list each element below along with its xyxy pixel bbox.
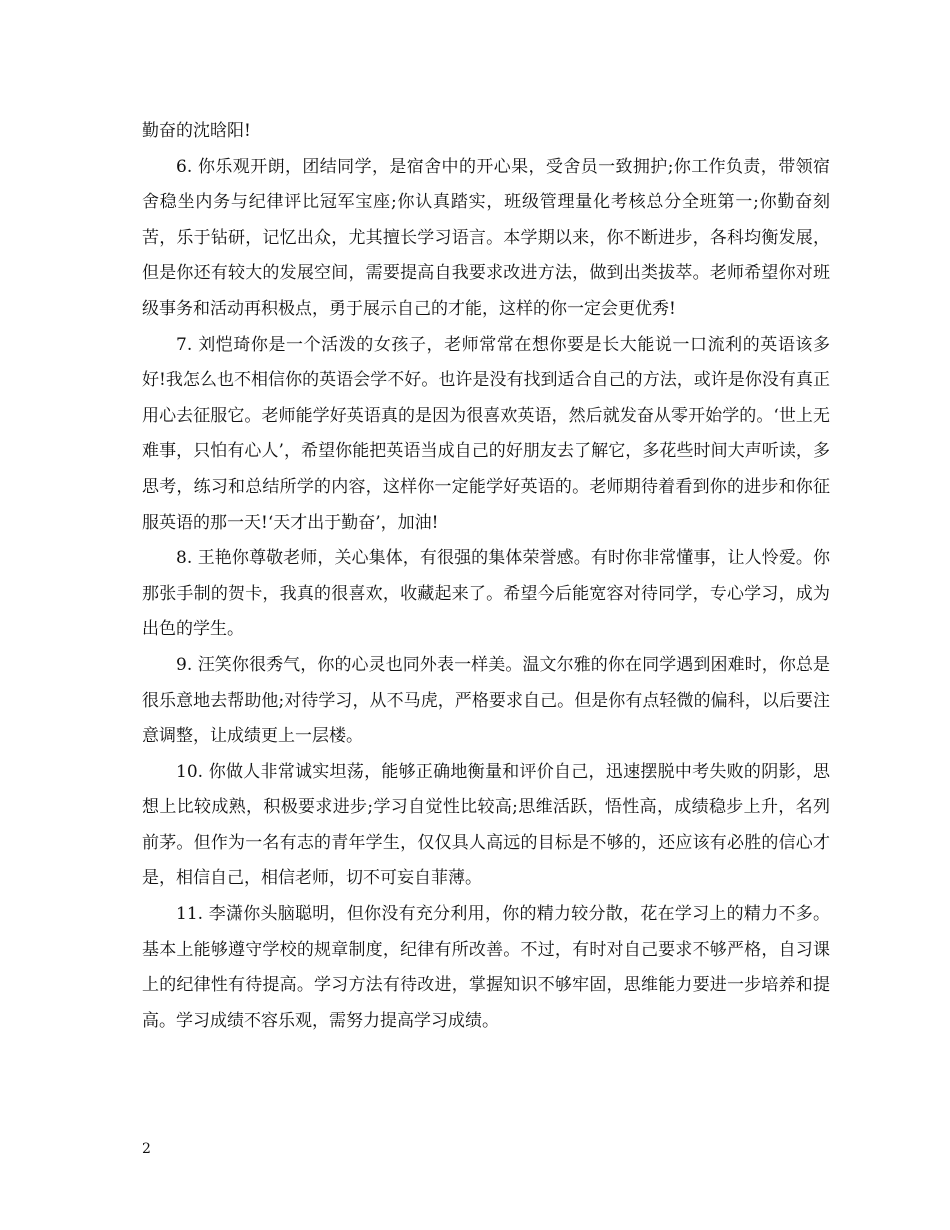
paragraph-item-8: 8. 王艳你尊敬老师，关心集体，有很强的集体荣誉感。有时你非常懂事，让人怜爱。你那张手制的贺卡，我真的很喜欢，收藏起来了。希望今后能宽容对待同学，专心学习，成为出色的学生。	[142, 548, 830, 640]
page-body	[142, 114, 830, 1039]
paragraph-item-7: 7. 刘恺琦你是一个活泼的女孩子，老师常常在想你要是长大能说一口流利的英语该多好!我怎么也不相信你的英语会学不好。也许是没有找到适合自己的方法，或许是你没有真正用心去征服它。老师能学好英语真的是因为很喜欢英语，然后就发奋从零开始学的。‘世上无难事，只怕有心人’，希望你能把英语当成自己的好朋友去了解它，多花些时间大声听读，多思考，练习和总结所学的内容，这样你一定能学好英语的。老师期待着看到你的进步和你征服英语的那一天!‘天才出于勤奋’，加油!	[142, 334, 830, 533]
page-number: 2	[142, 1141, 151, 1157]
paragraph-item-9: 9. 汪笑你很秀气，你的心灵也同外表一样美。温文尔雅的你在同学遇到困难时，你总是很乐意地去帮助他;对待学习，从不马虎，严格要求自己。但是你有点轻微的偏科，以后要注意调整，让成绩更上一层楼。	[142, 654, 830, 747]
paragraph-item-11: 11. 李潇你头脑聪明，但你没有充分利用，你的精力较分散，花在学习上的精力不多。基本上能够遵守学校的规章制度，纪律有所改善。不过，有时对自己要求不够严格，自习课上的纪律性有待提高。学习方法有待改进，掌握知识不够牢固，思维能力要进一步培养和提高。学习成绩不容乐观，需努力提高学习成绩。	[142, 904, 830, 1031]
paragraph-item-6: 6. 你乐观开朗，团结同学，是宿舍中的开心果，受舍员一致拥护;你工作负责，带领宿舍稳坐内务与纪律评比冠军宝座;你认真踏实，班级管理量化考核总分全班第一;你勤奋刻苦，乐于钻研，记忆出众，尤其擅长学习语言。本学期以来，你不断进步，各科均衡发展，但是你还有较大的发展空间，需要提高自我要求改进方法，做到出类拔萃。老师希望你对班级事务和活动再积极点，勇于展示自己的才能，这样的你一定会更优秀!	[142, 156, 830, 319]
paragraph-item-10: 10. 你做人非常诚实坦荡，能够正确地衡量和评价自己，迅速摆脱中考失败的阴影，思想上比较成熟，积极要求进步;学习自觉性比较高;思维活跃，悟性高，成绩稳步上升，名列前茅。但作为一名有志的青年学生，仅仅具人高远的目标是不够的，还应该有必胜的信心才是，相信自己，相信老师，切不可妄自菲薄。	[142, 761, 830, 889]
paragraph-continuation: 勤奋的沈晗阳!	[142, 121, 251, 141]
